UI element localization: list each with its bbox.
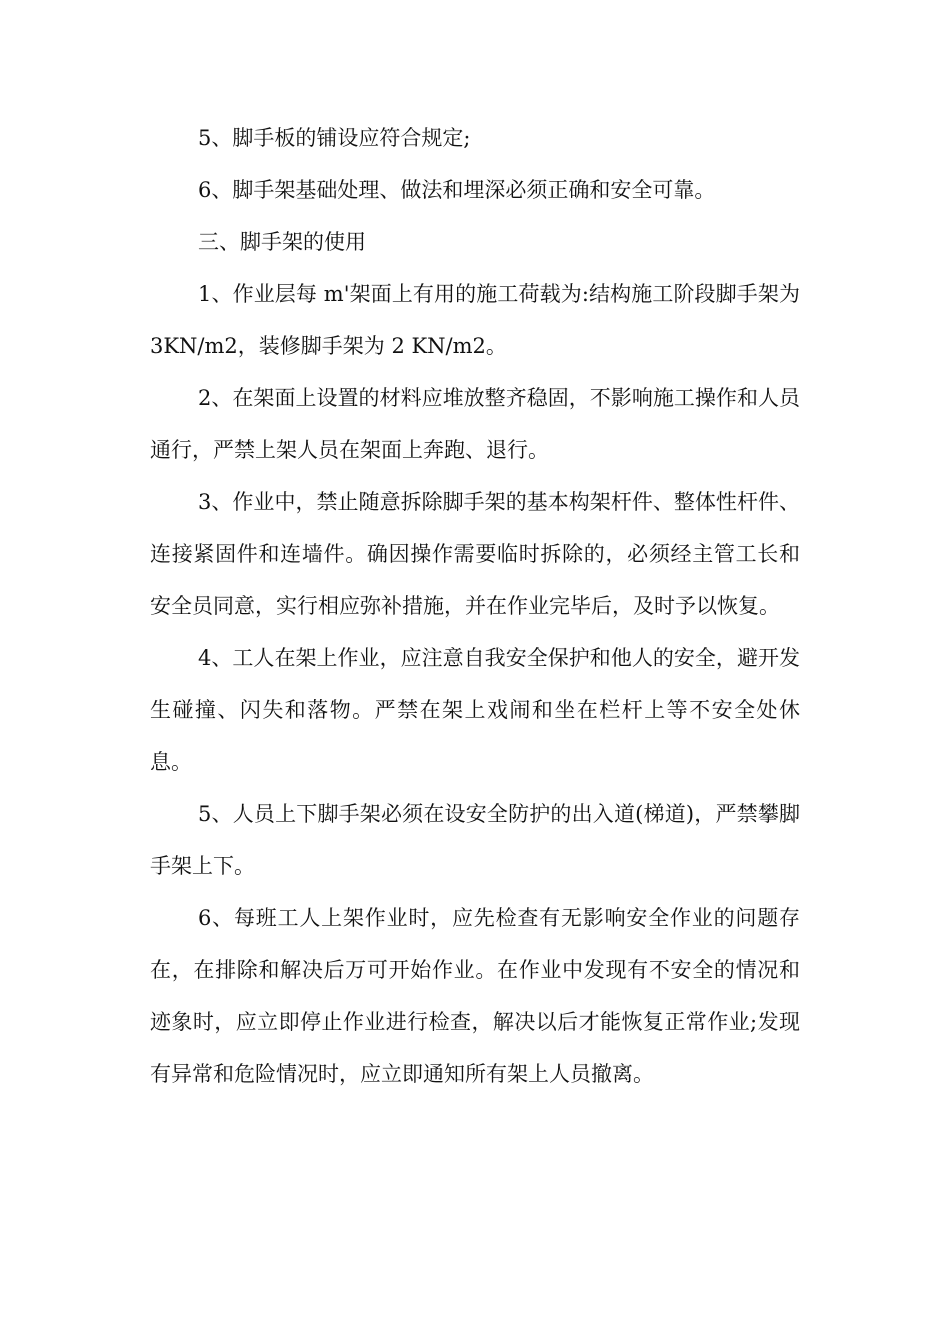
paragraph-item-5-paving: 5、脚手板的铺设应符合规定; bbox=[198, 126, 471, 150]
paragraph-item-6-foundation: 6、脚手架基础处理、做法和埋深必须正确和安全可靠。 bbox=[198, 178, 716, 202]
paragraph-usage-2-materials: 2、在架面上设置的材料应堆放整齐稳固，不影响施工操作和人员通行，严禁上架人员在架面上奔跑、退行。 bbox=[150, 386, 800, 462]
paragraph-usage-6-inspection: 6、每班工人上架作业时，应先检查有无影响安全作业的问题存在，在排除和解决后万可开始作业。在作业中发现有不安全的情况和迹象时，应立即停止作业进行检查，解决以后才能恢复正常作业;发现有异常和危险情况时，应立即通知所有架上人员撤离。 bbox=[150, 906, 800, 1086]
paragraph-usage-1-load: 1、作业层每 m'架面上有用的施工荷载为:结构施工阶段脚手架为 3KN/m2，装修脚手架为 2 KN/m2。 bbox=[150, 282, 800, 358]
document-body bbox=[150, 112, 800, 1100]
paragraph-usage-3-dismantle: 3、作业中，禁止随意拆除脚手架的基本构架杆件、整体性杆件、连接紧固件和连墙件。确因操作需要临时拆除的，必须经主管工长和安全员同意，实行相应弥补措施，并在作业完毕后，及时予以恢复。 bbox=[150, 490, 800, 618]
paragraph-usage-4-safety: 4、工人在架上作业，应注意自我安全保护和他人的安全，避开发生碰撞、闪失和落物。严禁在架上戏闹和坐在栏杆上等不安全处休息。 bbox=[150, 646, 800, 774]
paragraph-usage-5-access: 5、人员上下脚手架必须在设安全防护的出入道(梯道)，严禁攀脚手架上下。 bbox=[150, 802, 800, 878]
section-heading-usage: 三、脚手架的使用 bbox=[198, 230, 366, 254]
